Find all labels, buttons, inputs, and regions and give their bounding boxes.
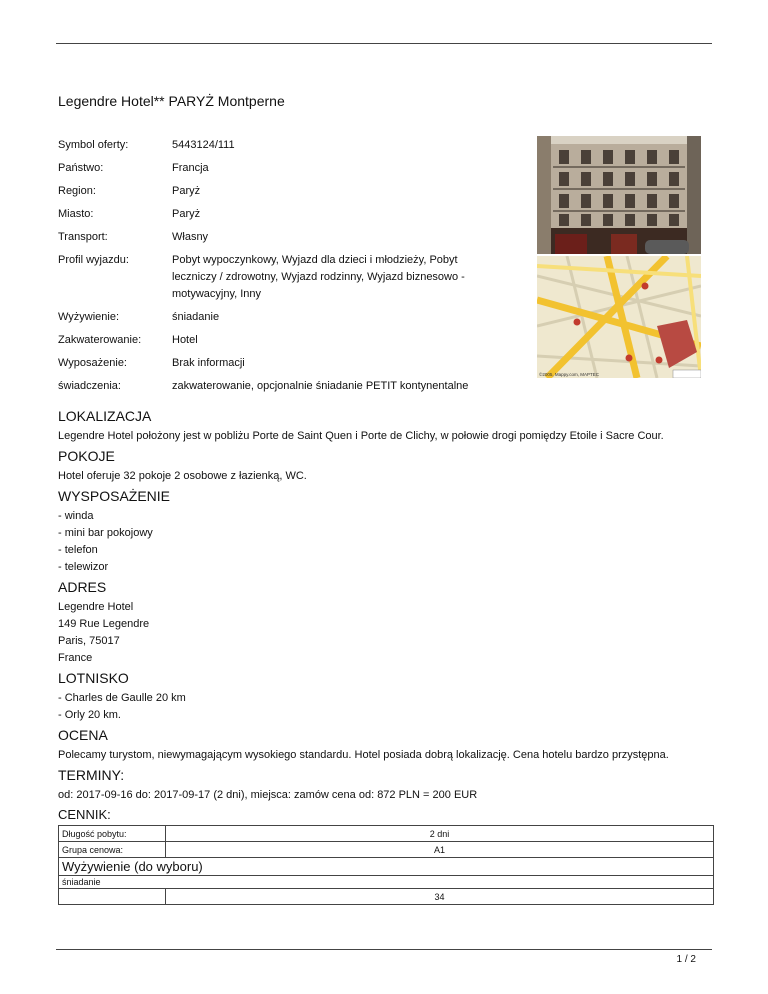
spec-value: Francja [172, 162, 209, 174]
section-line: Hotel oferuje 32 pokoje 2 osobowe z łazienką, WC. [58, 470, 307, 482]
spec-value: 5443124/111 [172, 139, 235, 151]
spec-value: Paryż [172, 208, 201, 220]
location-map [537, 256, 701, 378]
table-cell-label: Długość pobytu: [59, 826, 166, 842]
page-title: Legendre Hotel** PARYŻ Montperne [58, 93, 285, 109]
price-table [58, 825, 714, 905]
table-cell-label: Grupa cenowa: [59, 842, 166, 858]
spec-value-line: motywacyjny, Inny [172, 288, 262, 300]
section-line: od: 2017-09-16 do: 2017-09-17 (2 dni), miejsca: zamów cena od: 872 PLN = 200 EUR [58, 789, 478, 801]
section-line: Legendre Hotel [58, 601, 134, 613]
table-row [59, 842, 714, 858]
table-row [59, 858, 714, 876]
section-title: LOTNISKO [58, 670, 129, 686]
section-body [58, 690, 718, 724]
spec-row-services [58, 378, 528, 401]
table-cell-empty [59, 889, 166, 905]
spec-row-profile [58, 252, 528, 309]
spec-value [172, 252, 528, 309]
spec-label: świadczenia: [58, 380, 121, 392]
table-cell-value: A1 [166, 842, 714, 858]
section-body [58, 787, 718, 804]
spec-row-country [58, 160, 528, 183]
spec-label: Zakwaterowanie: [58, 334, 142, 346]
section-line: Paris, 75017 [58, 635, 120, 647]
spec-label: Symbol oferty: [58, 139, 129, 151]
section-line: - winda [58, 510, 94, 522]
spec-value: śniadanie [172, 311, 220, 323]
section-title: WYSPOSAŻENIE [58, 488, 171, 504]
section-title: POKOJE [58, 448, 115, 464]
section-line: - Charles de Gaulle 20 km [58, 692, 186, 704]
section-lotnisko [58, 669, 718, 724]
spec-row-accommodation [58, 332, 528, 355]
spec-value: zakwaterowanie, opcjonalnie śniadanie PETIT kontynentalne [172, 380, 469, 392]
section-adres [58, 578, 718, 667]
spec-row-board [58, 309, 528, 332]
spec-label: Wyżywienie: [58, 311, 120, 323]
table-sub-label: śniadanie [59, 876, 714, 889]
spec-label: Wyposażenie: [58, 357, 127, 369]
table-cell-value: 34 [166, 889, 714, 905]
page-number: 1 / 2 [676, 954, 696, 965]
section-body [58, 747, 718, 764]
section-line: - mini bar pokojowy [58, 527, 153, 539]
section-line: France [58, 652, 93, 664]
table-row [59, 889, 714, 905]
section-ocena [58, 726, 718, 764]
spec-row-equipment [58, 355, 528, 378]
spec-value-line: leczniczy / zdrowotny, Wyjazd rodzinny, Wyjazd biznesowo - [172, 271, 465, 283]
offer-specs [58, 137, 528, 401]
table-cell-value: 2 dni [166, 826, 714, 842]
section-line: - Orly 20 km. [58, 709, 121, 721]
spec-label: Region: [58, 185, 96, 197]
section-line: Polecamy turystom, niewymagającym wysokiego standardu. Hotel posiada dobrą lokalizację. Cena hotelu bardzo przystępna. [58, 749, 669, 761]
section-terminy [58, 766, 718, 804]
table-group-title: Wyżywienie (do wyboru) [59, 858, 714, 876]
section-line: - telewizor [58, 561, 109, 573]
section-title: TERMINY: [58, 767, 125, 783]
section-body [58, 508, 718, 576]
section-body [58, 468, 718, 485]
main-content [58, 405, 718, 905]
spec-row-symbol [58, 137, 528, 160]
map-copyright: ©2005, Mappy.com, MAPTEC [539, 372, 600, 377]
spec-row-transport [58, 229, 528, 252]
section-line: Legendre Hotel położony jest w pobliżu Porte de Saint Quen i Porte de Clichy, w połowie drogi pomiędzy Etoile i Sacre Cour. [58, 430, 664, 442]
spec-value: Hotel [172, 334, 198, 346]
section-body [58, 599, 718, 667]
spec-value: Paryż [172, 185, 201, 197]
spec-label: Profil wyjazdu: [58, 254, 129, 266]
section-title: LOKALIZACJA [58, 408, 152, 424]
section-body [58, 428, 718, 445]
spec-row-city [58, 206, 528, 229]
section-title: OCENA [58, 727, 108, 743]
section-pokoje [58, 447, 718, 485]
section-title: ADRES [58, 579, 107, 595]
section-wysposazenie [58, 487, 718, 576]
bottom-rule [56, 949, 712, 950]
spec-label: Miasto: [58, 208, 94, 220]
spec-label: Transport: [58, 231, 108, 243]
table-row [59, 876, 714, 889]
cennik-title: CENNIK: [58, 807, 111, 822]
top-rule [56, 43, 712, 44]
section-lokalizacja [58, 407, 718, 445]
hotel-photo [537, 136, 701, 254]
spec-value-line: Pobyt wypoczynkowy, Wyjazd dla dzieci i młodzieży, Pobyt [172, 254, 458, 266]
table-row [59, 826, 714, 842]
spec-value: Własny [172, 231, 209, 243]
section-line: - telefon [58, 544, 98, 556]
spec-row-region [58, 183, 528, 206]
spec-label: Państwo: [58, 162, 104, 174]
section-line: 149 Rue Legendre [58, 618, 150, 630]
spec-value: Brak informacji [172, 357, 245, 369]
cennik-section [58, 806, 718, 905]
